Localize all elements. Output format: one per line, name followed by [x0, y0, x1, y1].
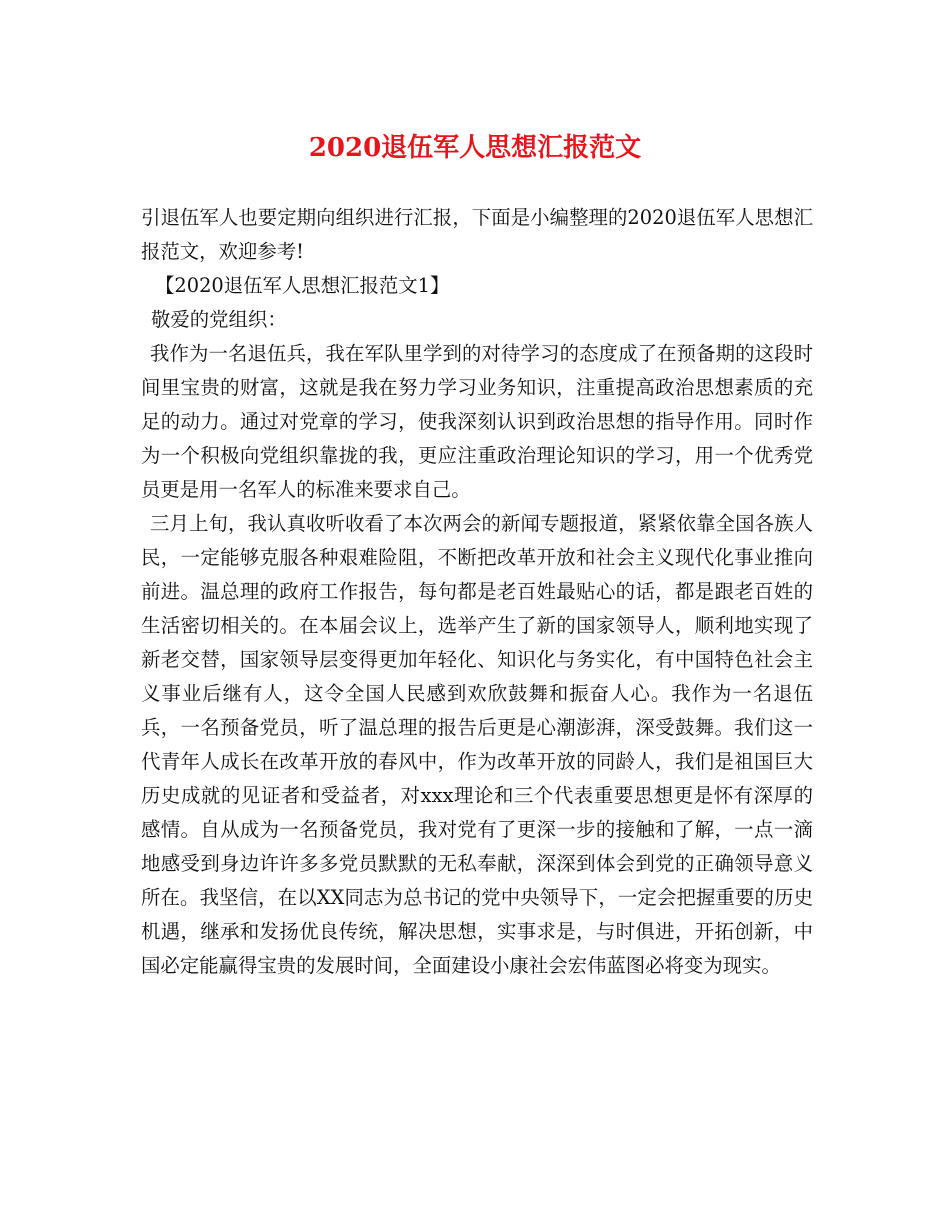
document-title: 2020退伍军人思想汇报范文: [308, 133, 642, 163]
body-paragraph-2: 三月上旬，我认真收听收看了本次两会的新闻专题报道，紧紧依靠全国各族人民，一定能够克服各种艰难险阻，不断把改革开放和社会主义现代化事业推向前进。温总理的政府工作报告，每句都是老百姓最贴心的话，都是跟老百姓的生活密切相关的。在本届会议上，选举产生了新的国家领导人，顺利地实现了新老交替，国家领导层变得更加年轻化、知识化与务实化，有中国特色社会主义事业后继有人，这令全国人民感到欢欣鼓舞和振奋人心。我作为一名退伍兵，一名预备党员，听了温总理的报告后更是心潮澎湃，深受鼓舞。我们这一代青年人成长在改革开放的春风中，作为改革开放的同龄人，我们是祖国巨大历史成就的见证者和受益者，对xxx理论和三个代表重要思想更是怀有深厚的感情。自从成为一名预备党员，我对党有了更深一步的接触和了解，一点一滴地感受到身边许许多多党员默默的无私奉献，深深到体会到党的正确领导意义所在。我坚信，在以XX同志为总书记的党中央领导下，一定会把握重要的历史机遇，继承和发扬优良传统，解决思想，实事求是，与时俱进，开拓创新，中国必定能赢得宝贵的发展时间，全面建设小康社会宏伟蓝图必将变为现实。: [141, 512, 813, 977]
section-heading: 【2020退伍军人思想汇报范文1】: [155, 274, 450, 297]
salutation: 敬爱的党组织：: [151, 308, 287, 331]
body-paragraph-1: 我作为一名退伍兵，我在军队里学到的对待学习的态度成了在预备期的这段时间里宝贵的财富，这就是我在努力学习业务知识，注重提高政治思想素质的充足的动力。通过对党章的学习，使我深刻认识到政治思想的指导作用。同时作为一个积极向党组织靠拢的我，更应注重政治理论知识的学习，用一个优秀党员更是用一名军人的标准来要求自己。: [141, 342, 813, 501]
document-body: [141, 201, 813, 983]
intro-paragraph: 引退伍军人也要定期向组织进行汇报，下面是小编整理的2020退伍军人思想汇报范文，欢迎参考!: [141, 206, 813, 263]
